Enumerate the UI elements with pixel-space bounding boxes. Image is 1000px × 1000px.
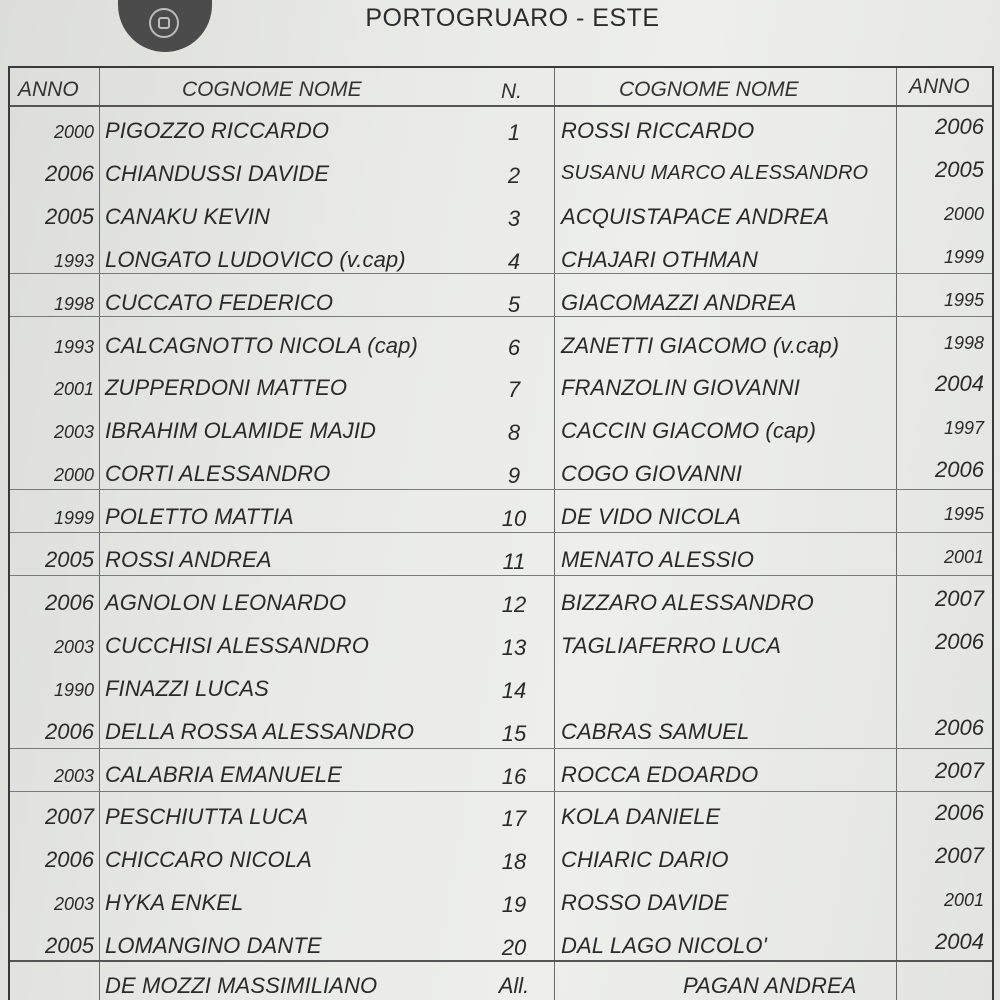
player-year-right: 2004 [935,371,984,396]
player-name-right: FRANZOLIN GIOVANNI [561,375,800,400]
player-name-right: CACCIN GIACOMO (cap) [561,418,817,443]
player-year-left: 1998 [53,294,94,314]
player-name-left: PIGOZZO RICCARDO [105,118,330,143]
player-year-right: 2001 [943,547,984,567]
player-name-right: ROSSI RICCARDO [561,118,755,143]
player-number: 19 [501,892,527,917]
player-name-right: ROCCA EDOARDO [561,762,759,787]
player-year-right: 2006 [935,629,984,654]
player-name-right: ACQUISTAPACE ANDREA [561,204,829,229]
player-year-left: 2005 [45,204,94,229]
header-year-left: ANNO [18,78,79,101]
player-number: 3 [507,206,521,231]
row-divider [10,791,992,792]
player-year-right: 2005 [935,157,984,182]
player-year-left: 2001 [53,379,94,399]
header-year-right: ANNO [909,75,970,98]
player-year-left: 2006 [45,719,94,744]
player-year-right: 2001 [943,890,984,910]
player-number: 7 [507,377,521,402]
player-year-left: 2005 [45,933,94,958]
player-number: 10 [501,506,527,531]
player-year-right: 2006 [935,457,984,482]
player-year-left: 2005 [45,547,94,572]
player-number: 4 [507,249,521,274]
player-name-left: LOMANGINO DANTE [105,933,322,958]
player-name-right: ZANETTI GIACOMO (v.cap) [561,333,840,358]
player-number: 17 [501,806,527,831]
player-name-left: CUCCHISI ALESSANDRO [105,633,369,658]
row-divider [10,532,992,533]
player-year-left: 2000 [53,465,94,485]
player-number: 14 [501,678,527,703]
row-divider [10,316,992,317]
player-year-right: 2007 [935,586,984,611]
player-number: 6 [507,335,521,360]
column-divider [896,68,897,1000]
player-name-right: DAL LAGO NICOLO' [561,933,767,958]
player-year-right: 1999 [943,247,984,267]
player-name-left: ROSSI ANDREA [105,547,272,572]
player-name-right: TAGLIAFERRO LUCA [561,633,782,658]
row-divider [10,748,992,749]
player-name-right: GIACOMAZZI ANDREA [561,290,797,315]
player-year-right: 2000 [943,204,984,224]
player-number: 5 [507,292,521,317]
player-name-left: CALCAGNOTTO NICOLA (cap) [105,333,418,358]
player-number: 13 [501,635,527,660]
player-year-right: 2004 [935,929,984,954]
player-year-right: 2006 [935,800,984,825]
row-divider [10,273,992,274]
coach-label: All. [498,973,530,998]
player-number: 11 [502,549,526,574]
player-year-left: 2007 [45,804,94,829]
player-number: 16 [501,764,527,789]
player-number: 9 [507,463,521,488]
player-name-left: CANAKU KEVIN [105,204,271,229]
coach-left: DE MOZZI MASSIMILIANO [105,973,378,998]
column-divider [99,68,100,1000]
match-title: PORTOGRUARO - ESTE [365,4,660,32]
player-name-right: COGO GIOVANNI [561,461,742,486]
player-year-left: 1990 [53,680,94,700]
player-number: 20 [501,935,527,960]
player-name-left: CHIANDUSSI DAVIDE [105,161,330,186]
player-number: 2 [507,163,521,188]
header-divider [10,105,992,107]
player-name-left: HYKA ENKEL [105,890,244,915]
player-name-right: CABRAS SAMUEL [561,719,750,744]
header-name-right: COGNOME NOME [619,78,799,101]
row-divider [10,575,992,576]
player-year-left: 2003 [53,894,94,914]
player-name-right: SUSANU MARCO ALESSANDRO [561,162,869,184]
player-name-right: CHAJARI OTHMAN [561,247,758,272]
player-number: 15 [501,721,527,746]
player-name-left: DELLA ROSSA ALESSANDRO [105,719,415,744]
player-name-left: CHICCARO NICOLA [105,847,312,872]
row-divider [10,489,992,490]
column-divider [554,68,555,1000]
lineup-table [8,66,994,1000]
player-year-right: 1995 [943,290,984,310]
player-year-right: 2006 [935,114,984,139]
header-name-left: COGNOME NOME [182,78,362,101]
player-year-left: 2006 [45,161,94,186]
coach-right: PAGAN ANDREA [683,973,857,998]
player-year-left: 2003 [53,766,94,786]
player-year-right: 2006 [935,715,984,740]
player-name-left: LONGATO LUDOVICO (v.cap) [105,247,406,272]
player-name-left: CUCCATO FEDERICO [105,290,334,315]
player-name-right: DE VIDO NICOLA [561,504,741,529]
player-name-right: ROSSO DAVIDE [561,890,729,915]
player-name-left: CALABRIA EMANUELE [105,762,342,787]
player-year-right: 2007 [935,758,984,783]
player-year-left: 2006 [45,590,94,615]
player-number: 1 [507,120,521,145]
player-number: 12 [501,592,527,617]
player-name-left: IBRAHIM OLAMIDE MAJID [105,418,377,443]
player-name-left: PESCHIUTTA LUCA [105,804,309,829]
coach-divider [10,960,992,962]
player-year-right: 1998 [943,333,984,353]
player-name-left: AGNOLON LEONARDO [105,590,347,615]
player-year-right: 1997 [943,418,984,438]
player-name-left: ZUPPERDONI MATTEO [105,375,348,400]
player-year-left: 2003 [53,422,94,442]
player-year-left: 1999 [53,508,94,528]
player-name-left: FINAZZI LUCAS [105,676,269,701]
player-year-right: 1995 [943,504,984,524]
player-year-left: 2000 [53,122,94,142]
player-year-left: 2006 [45,847,94,872]
player-name-right: CHIARIC DARIO [561,847,729,872]
player-number: 8 [507,420,521,445]
player-name-left: CORTI ALESSANDRO [105,461,331,486]
player-name-right: MENATO ALESSIO [561,547,754,572]
player-name-right: KOLA DANIELE [561,804,721,829]
player-year-right: 2007 [935,843,984,868]
player-year-left: 1993 [53,337,94,357]
player-year-left: 2003 [53,637,94,657]
player-year-left: 1993 [53,251,94,271]
player-name-left: POLETTO MATTIA [105,504,294,529]
header-number: N. [501,80,522,103]
player-name-right: BIZZARO ALESSANDRO [561,590,814,615]
player-number: 18 [501,849,527,874]
